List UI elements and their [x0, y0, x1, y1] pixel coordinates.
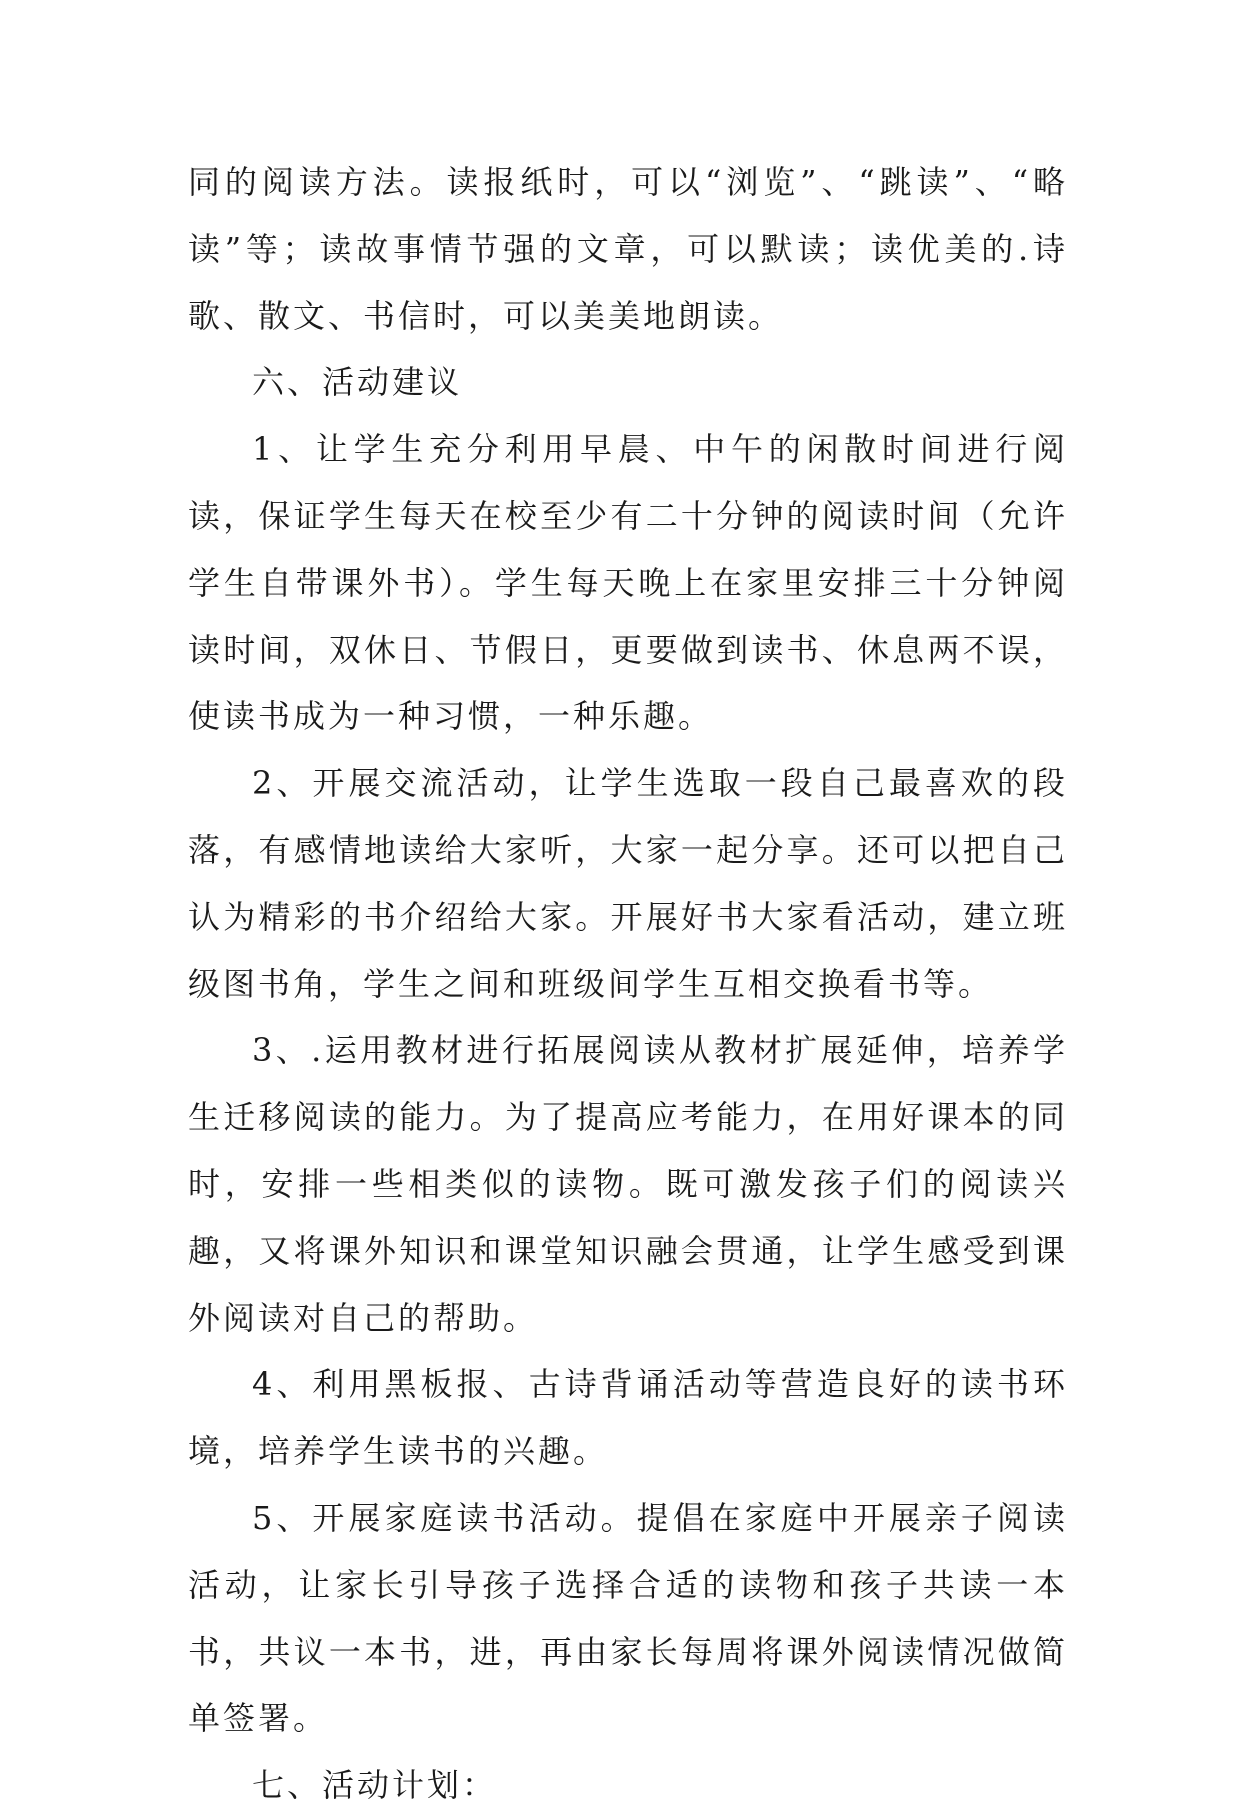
- paragraph-suggestion-1: 1、让学生充分利用早晨、中午的闲散时间进行阅读，保证学生每天在校至少有二十分钟的阅读时间（允许学生自带课外书）。学生每天晚上在家里安排三十分钟阅读时间，双休日、节假日，更要做到读书、休息两不误，使读书成为一种习惯，一种乐趣。: [188, 430, 1068, 736]
- heading-activity-suggestions: 六、活动建议: [252, 363, 463, 402]
- paragraph-suggestion-2: 2、开展交流活动，让学生选取一段自己最喜欢的段落，有感情地读给大家听，大家一起分享。还可以把自己认为精彩的书介绍给大家。开展好书大家看活动，建立班级图书角，学生之间和班级间学生互相交换看书等。: [188, 764, 1068, 1003]
- paragraph-suggestion-5: 5、开展家庭读书活动。提倡在家庭中开展亲子阅读活动，让家长引导孩子选择合适的读物和孩子共读一本书，共议一本书，进，再由家长每周将课外阅读情况做简单签署。: [188, 1498, 1068, 1738]
- paragraph-suggestion-4: 4、利用黑板报、古诗背诵活动等营造良好的读书环境，培养学生读书的兴趣。: [188, 1365, 1068, 1471]
- paragraph-suggestion-3: 3、.运用教材进行拓展阅读从教材扩展延伸，培养学生迁移阅读的能力。为了提高应考能力，在用好课本的同时，安排一些相类似的读物。既可激发孩子们的阅读兴趣，又将课外知识和课堂知识融会贯通，让学生感受到课外阅读对自己的帮助。: [188, 1031, 1068, 1337]
- paragraph-reading-methods: 同的阅读方法。读报纸时，可以“浏览”、“跳读”、“略读”等；读故事情节强的文章，可以默读；读优美的.诗歌、散文、书信时，可以美美地朗读。: [188, 163, 1068, 335]
- document-body: [188, 149, 1068, 1819]
- heading-activity-plan: 七、活动计划：: [252, 1766, 498, 1805]
